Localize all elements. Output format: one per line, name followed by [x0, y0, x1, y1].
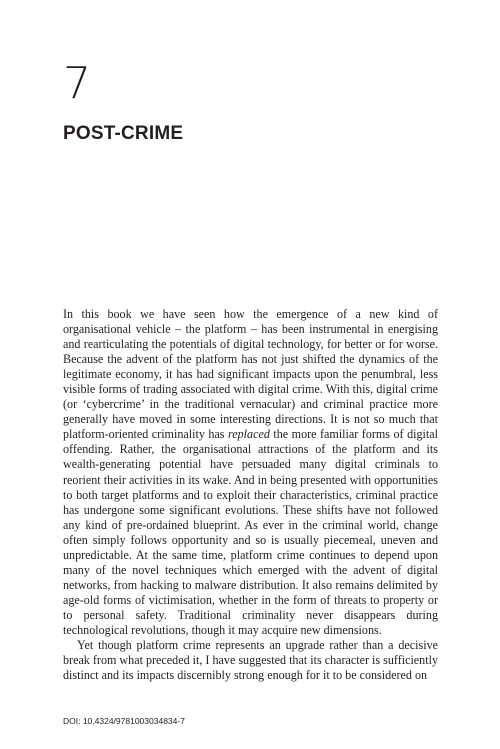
paragraph-2: Yet though platform crime represents an upgrade rather than a decisive break from what preceded it, I have suggested that its character is sufficiently distinct and its impacts discernibly strong enough for it to be considered on [63, 638, 438, 683]
chapter-number: 7 [63, 58, 90, 109]
paragraph-1-emphasis: replaced [228, 427, 270, 442]
body-text [63, 307, 438, 683]
doi-footer: DOI: 10.4324/9781003034834-7 [63, 716, 185, 726]
paragraph-1-text-start: In this book we have seen how the emergence of a new kind of organisational vehicle – the platform – has been instrumental in energising and rearticulating the potentials of digital technology, for better or for worse. Because the advent of the platform has not just shifted the dynamics of the legitimate economy, it has had significant impacts upon the penumbral, less visible forms of trading associated with digital crime. With this, digital crime (or ‘cybercrime’ in the traditional vernacular) and criminal practice more generally have moved in some interesting directions. It is not so much that platform-oriented criminality has [63, 307, 438, 442]
paragraph-1-text-end: the more familiar forms of digital offending. Rather, the organisational attractions of the platform and its wealth-generating potential have persuaded many digital criminals to reorient their activities in its wake. And in being presented with opportunities to both target platforms and to exploit their characteristics, criminal practice has undergone some significant evolutions. These shifts have not followed any kind of pre-ordained blueprint. As ever in the criminal world, change often simply follows opportunity and so is usually piecemeal, uneven and unpredictable. At the same time, platform crime continues to depend upon many of the novel techniques which emerged with the advent of digital networks, from hacking to malware distribution. It also remains delimited by age-old forms of victimisation, whether in the form of threats to property or to personal safety. Traditional criminality never disappears during technological revolutions, though it may acquire new dimensions. [63, 427, 438, 637]
paragraph-1 [63, 307, 438, 638]
chapter-title: POST-CRIME [63, 123, 184, 144]
